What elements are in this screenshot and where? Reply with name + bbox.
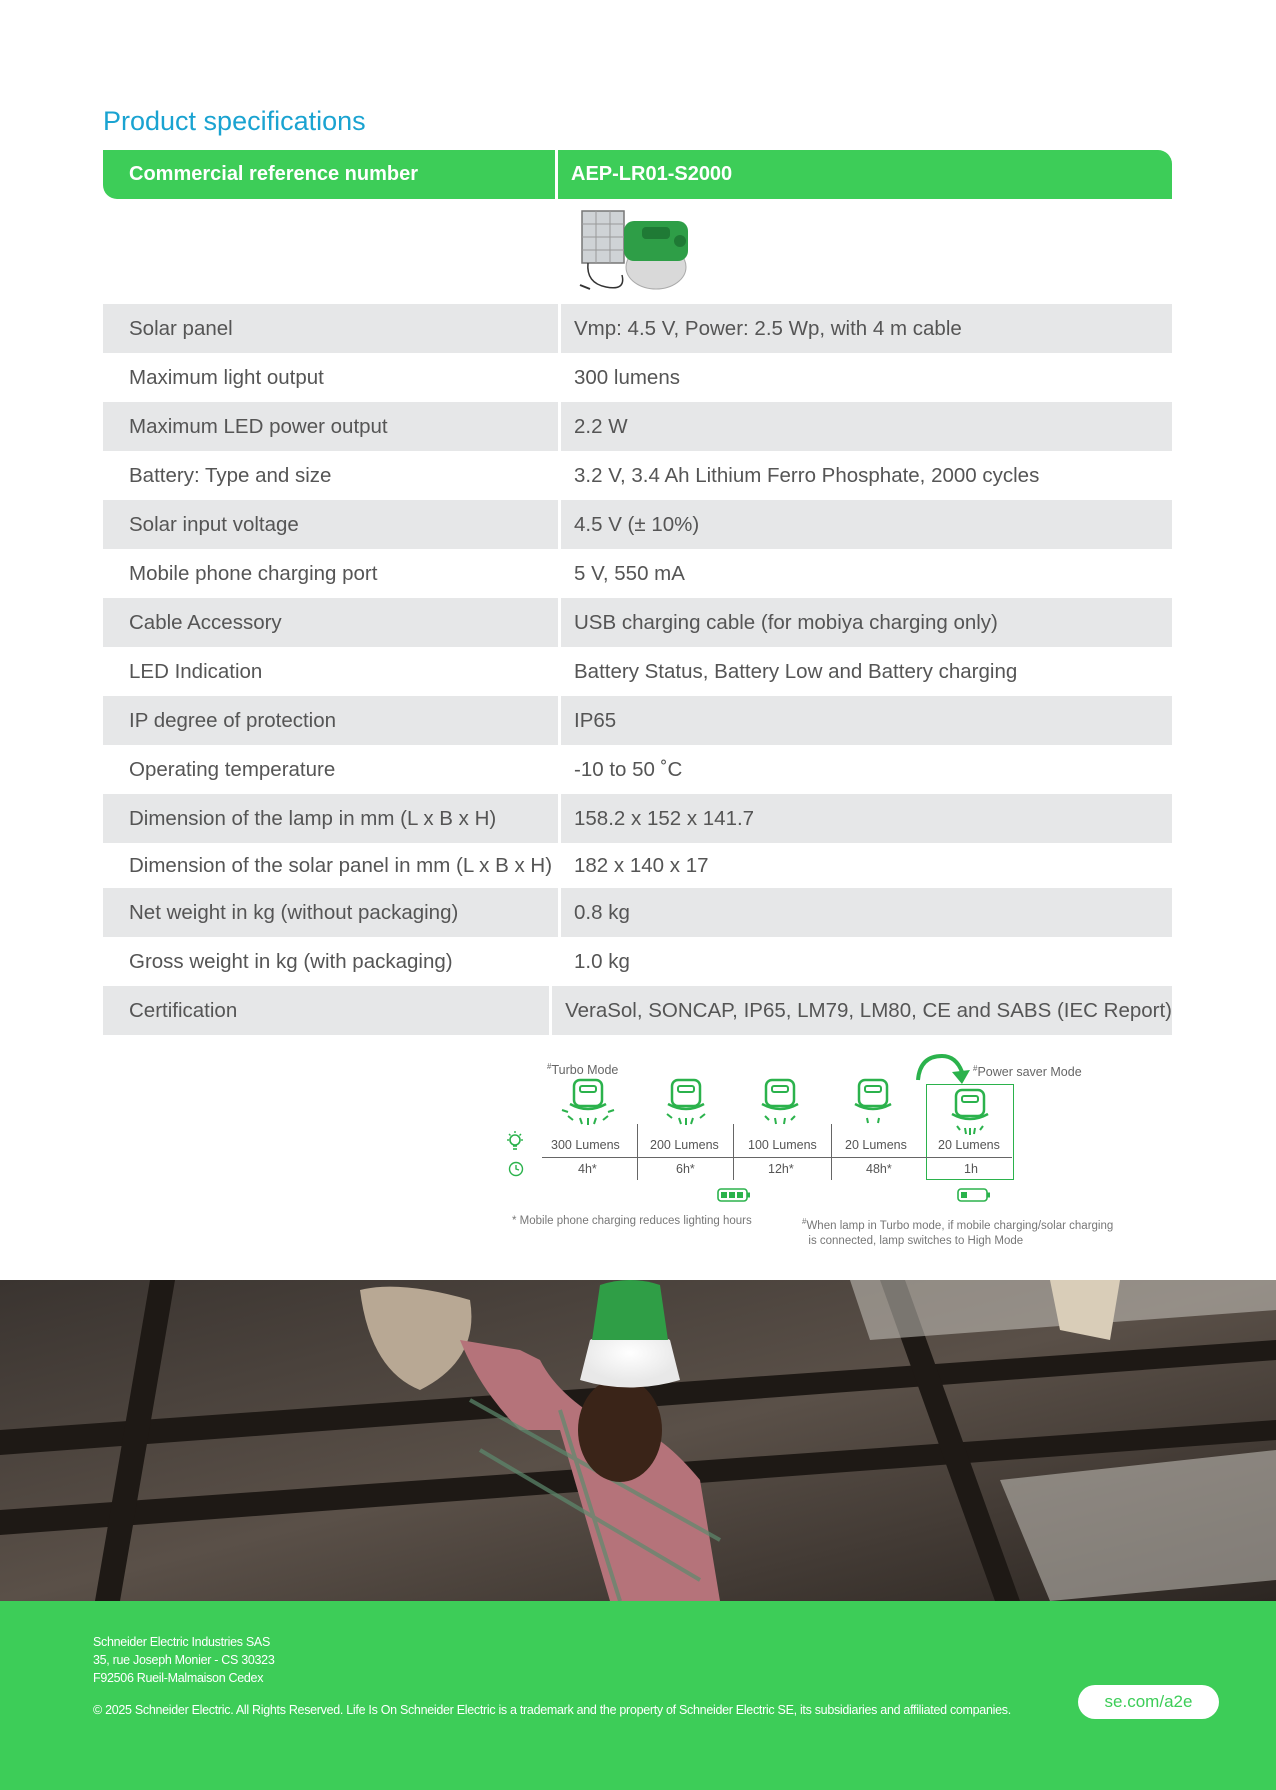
spec-row-battery xyxy=(103,451,1172,500)
bulb-icon xyxy=(505,1130,525,1152)
lamp-icon xyxy=(558,1078,618,1126)
spec-row-led-indication xyxy=(103,647,1172,696)
company-name: Schneider Electric Industries SAS xyxy=(93,1635,270,1649)
spec-value: VeraSol, SONCAP, IP65, LM79, LM80, CE and SABS (IEC Report) xyxy=(549,986,1172,1035)
spec-label: LED Indication xyxy=(129,659,263,683)
spec-label: Maximum LED power output xyxy=(129,414,388,438)
spec-value: 2.2 W xyxy=(558,402,1172,451)
spec-label: Solar panel xyxy=(129,316,233,340)
footer xyxy=(0,1601,1276,1790)
website-link[interactable]: se.com/a2e xyxy=(1078,1685,1219,1719)
mode-lumens: 20 Lumens xyxy=(845,1138,907,1152)
mode-divider xyxy=(637,1124,638,1180)
spec-value: 300 lumens xyxy=(558,353,1172,402)
spec-value: 182 x 140 x 17 xyxy=(558,843,1172,888)
spec-label: Dimension of the solar panel in mm (L x B x H) xyxy=(129,853,553,877)
spec-label: Dimension of the lamp in mm (L x B x H) xyxy=(129,806,497,830)
spec-row-ip xyxy=(103,696,1172,745)
mode-hours: 12h* xyxy=(768,1162,794,1176)
page-title: Product specifications xyxy=(103,106,366,136)
header-value: AEP-LR01-S2000 xyxy=(571,163,733,185)
mode-hours: 48h* xyxy=(866,1162,892,1176)
spec-label: Net weight in kg (without packaging) xyxy=(129,900,459,924)
company-address xyxy=(93,1633,274,1687)
spec-label: Mobile phone charging port xyxy=(129,561,378,585)
curved-arrow-icon xyxy=(912,1052,974,1088)
turbo-mode-label: #Turbo Mode xyxy=(547,1062,619,1078)
lighting-modes xyxy=(505,1052,1185,1252)
spec-row-solar-input xyxy=(103,500,1172,549)
spec-value: 0.8 kg xyxy=(558,888,1172,937)
note-mobile-charging: * Mobile phone charging reduces lighting hours xyxy=(512,1215,752,1227)
spec-value: Battery Status, Battery Low and Battery charging xyxy=(558,647,1172,696)
mode-hours: 1h xyxy=(964,1162,978,1176)
spec-row-temperature xyxy=(103,745,1172,794)
spec-row-max-led-power xyxy=(103,402,1172,451)
mode-hours: 6h* xyxy=(676,1162,695,1176)
spec-row-certification xyxy=(103,986,1172,1035)
product-image-row xyxy=(103,199,1172,304)
spec-row-net-weight xyxy=(103,888,1172,937)
spec-table xyxy=(103,150,1172,1035)
battery-low-icon xyxy=(957,1188,991,1202)
spec-label: Battery: Type and size xyxy=(129,463,332,487)
header-label: Commercial reference number xyxy=(103,150,558,199)
company-city: F92506 Rueil-Malmaison Cedex xyxy=(93,1671,264,1685)
spec-row-panel-dimension xyxy=(103,843,1172,888)
mode-lumens: 100 Lumens xyxy=(748,1138,817,1152)
spec-label: Gross weight in kg (with packaging) xyxy=(129,949,453,973)
spec-value: 158.2 x 152 x 141.7 xyxy=(558,794,1172,843)
mode-divider xyxy=(542,1157,1012,1158)
spec-value: USB charging cable (for mobiya charging only) xyxy=(558,598,1172,647)
power-saver-label: #Power saver Mode xyxy=(973,1064,1082,1080)
mode-lumens: 20 Lumens xyxy=(938,1138,1000,1152)
spec-row-gross-weight xyxy=(103,937,1172,986)
spec-label: Cable Accessory xyxy=(129,610,282,634)
mode-hours: 4h* xyxy=(578,1162,597,1176)
spec-row-phone-port xyxy=(103,549,1172,598)
spec-row-lamp-dimension xyxy=(103,794,1172,843)
spec-row-solar-panel xyxy=(103,304,1172,353)
mode-divider xyxy=(733,1124,734,1180)
mode-lumens: 200 Lumens xyxy=(650,1138,719,1152)
product-image xyxy=(576,205,698,300)
lamp-icon xyxy=(848,1078,898,1126)
clock-icon xyxy=(508,1161,524,1177)
spec-row-max-light xyxy=(103,353,1172,402)
spec-table-header xyxy=(103,150,1172,199)
spec-label: Maximum light output xyxy=(129,365,324,389)
spec-value: Vmp: 4.5 V, Power: 2.5 Wp, with 4 m cable xyxy=(558,304,1172,353)
spec-label: IP degree of protection xyxy=(129,708,337,732)
spec-label: Certification xyxy=(129,998,238,1022)
lamp-icon xyxy=(945,1088,995,1136)
spec-value: 1.0 kg xyxy=(558,937,1172,986)
spec-value: 3.2 V, 3.4 Ah Lithium Ferro Phosphate, 2000 cycles xyxy=(558,451,1172,500)
company-street: 35, rue Joseph Monier - CS 30323 xyxy=(93,1653,275,1667)
mode-divider xyxy=(831,1124,832,1180)
spec-value: 5 V, 550 mA xyxy=(558,549,1172,598)
lifestyle-photo xyxy=(0,1280,1276,1601)
spec-label: Operating temperature xyxy=(129,757,336,781)
spec-value: 4.5 V (± 10%) xyxy=(558,500,1172,549)
spec-row-cable xyxy=(103,598,1172,647)
spec-value: IP65 xyxy=(558,696,1172,745)
spec-value: -10 to 50 ˚C xyxy=(558,745,1172,794)
mode-lumens: 300 Lumens xyxy=(551,1138,620,1152)
note-turbo-mode: #When lamp in Turbo mode, if mobile charging/solar charging is connected, lamp switches to High Mode xyxy=(802,1217,1114,1247)
battery-full-icon xyxy=(717,1188,751,1202)
lamp-icon xyxy=(661,1078,711,1126)
lamp-icon xyxy=(755,1078,805,1126)
copyright-text: © 2025 Schneider Electric. All Rights Reserved. Life Is On Schneider Electric is a trademark and the property of Schneider Electric SE, its subsidiaries and affiliated companies. xyxy=(93,1703,1011,1717)
spec-label: Solar input voltage xyxy=(129,512,299,536)
